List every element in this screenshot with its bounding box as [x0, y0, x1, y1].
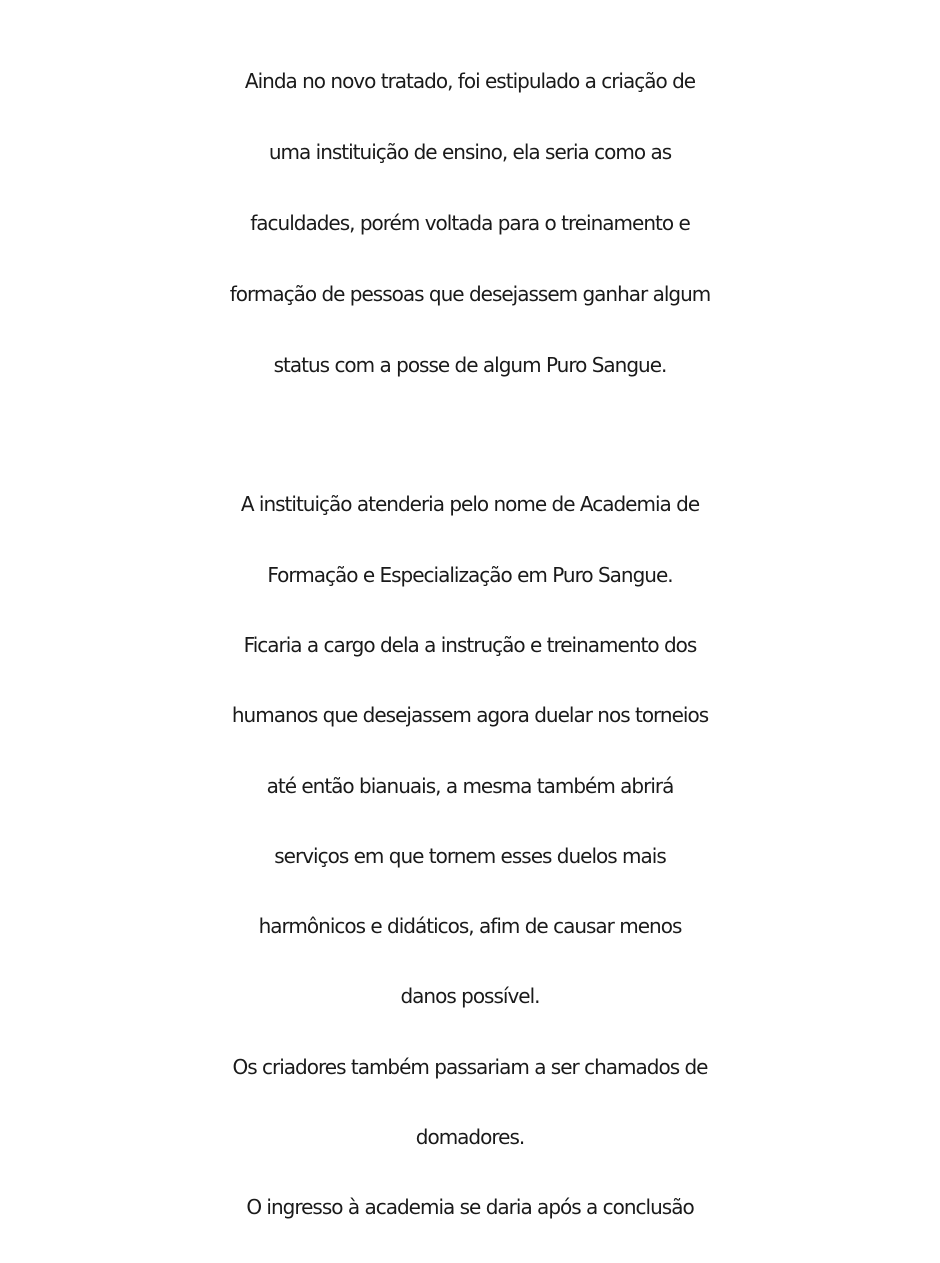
text-line: O ingresso à academia se daria após a conclusão — [246, 1195, 694, 1219]
text-line: A instituição atenderia pelo nome de Academia de — [240, 492, 700, 516]
text-line: Ficaria a cargo dela a instrução e treinamento dos — [243, 633, 697, 657]
text-line: Ainda no novo tratado, foi estipulado a criação de — [244, 69, 696, 93]
text-line: faculdades, porém voltada para o treinamento e — [250, 211, 690, 235]
text-line: serviços em que tornem esses duelos mais — [274, 844, 666, 868]
text-line: Os criadores também passariam a ser chamados de — [232, 1055, 708, 1079]
text-line: humanos que desejassem agora duelar nos torneios — [231, 703, 709, 727]
text-line: uma instituição de ensino, ela seria como as — [268, 140, 672, 164]
text-line: harmônicos e didáticos, afim de causar menos — [258, 914, 682, 938]
text-line: status com a posse de algum Puro Sangue. — [273, 353, 667, 377]
text-line: Formação e Especialização em Puro Sangue. — [267, 563, 673, 587]
text-line: danos possível. — [400, 984, 540, 1008]
text-line: formação de pessoas que desejassem ganhar algum — [229, 282, 711, 306]
text-line: domadores. — [415, 1125, 525, 1149]
text-line: até então bianuais, a mesma também abrirá — [266, 774, 674, 798]
